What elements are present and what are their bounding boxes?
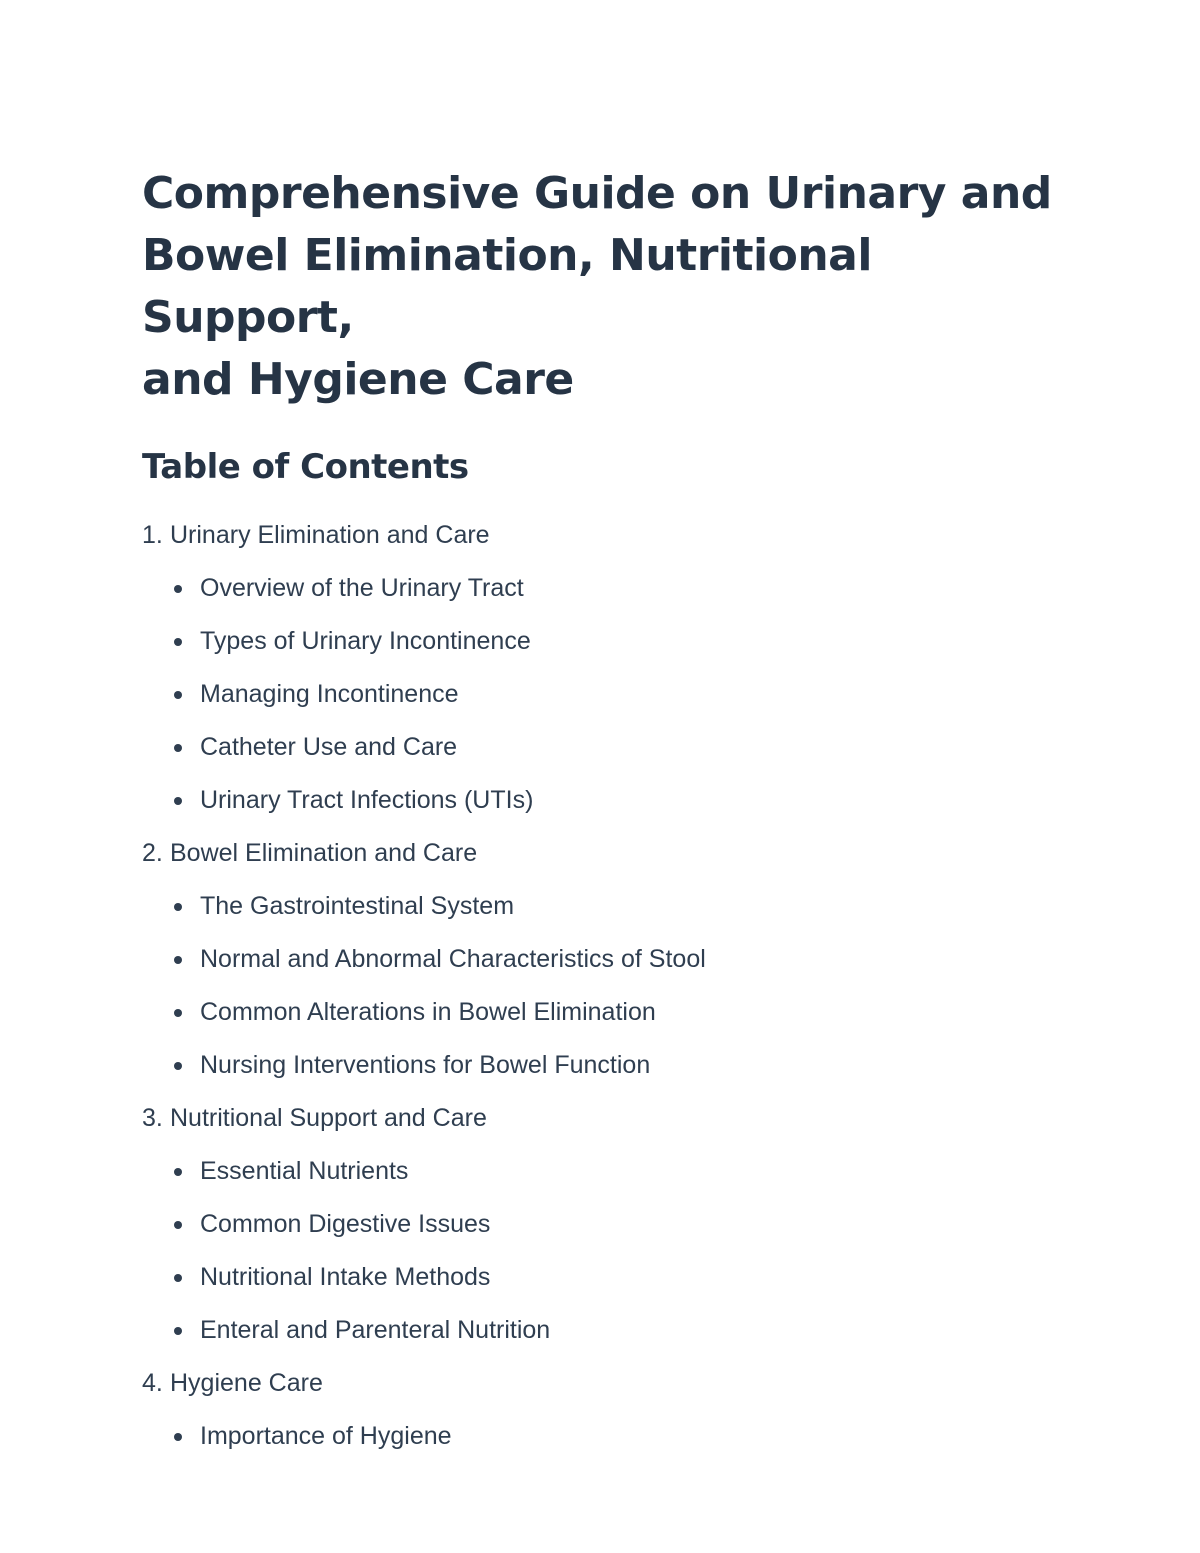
toc-section-title <box>142 1092 1062 1145</box>
toc-subsection-label: Normal and Abnormal Characteristics of Stool <box>200 945 706 973</box>
toc-section-number: 2. <box>142 839 163 867</box>
toc-subsection-label: Nursing Interventions for Bowel Function <box>200 1051 651 1079</box>
document-page <box>142 163 1062 1463</box>
bullet-icon <box>174 1168 182 1176</box>
toc-section-label: Nutritional Support and Care <box>170 1104 487 1132</box>
toc-subsection-list <box>142 1410 1062 1463</box>
toc-section-number: 4. <box>142 1369 163 1397</box>
toc-subsection-label: Essential Nutrients <box>200 1157 409 1185</box>
toc-section-label: Urinary Elimination and Care <box>170 521 490 549</box>
toc-section-title <box>142 827 1062 880</box>
toc-subsection-item <box>172 986 1062 1039</box>
toc-subsection-item <box>172 721 1062 774</box>
toc-subsection-item <box>172 1145 1062 1198</box>
bullet-icon <box>174 1062 182 1070</box>
toc-subsection-list <box>142 880 1062 1092</box>
toc-subsection-label: Common Alterations in Bowel Elimination <box>200 998 656 1026</box>
toc-section-3 <box>142 1092 1062 1357</box>
toc-subsection-item <box>172 1304 1062 1357</box>
toc-section-label: Bowel Elimination and Care <box>170 839 478 867</box>
toc-subsection-label: Nutritional Intake Methods <box>200 1263 491 1291</box>
document-title-line-2: Bowel Elimination, Nutritional Support, <box>142 230 872 343</box>
toc-subsection-item <box>172 933 1062 986</box>
toc-subsection-label: Importance of Hygiene <box>200 1422 452 1450</box>
toc-section-label: Hygiene Care <box>170 1369 323 1397</box>
toc-subsection-item <box>172 880 1062 933</box>
toc-section-title <box>142 1357 1062 1410</box>
toc-subsection-label: Types of Urinary Incontinence <box>200 627 531 655</box>
toc-subsection-label: Catheter Use and Care <box>200 733 458 761</box>
toc-subsection-item <box>172 1410 1062 1463</box>
toc-subsection-item <box>172 774 1062 827</box>
toc-subsection-item <box>172 615 1062 668</box>
toc-subsection-list <box>142 1145 1062 1357</box>
bullet-icon <box>174 1009 182 1017</box>
toc-section-2 <box>142 827 1062 1092</box>
bullet-icon <box>174 1221 182 1229</box>
toc-subsection-item <box>172 1251 1062 1304</box>
bullet-icon <box>174 1274 182 1282</box>
toc-subsection-list <box>142 562 1062 827</box>
toc-subsection-label: Enteral and Parenteral Nutrition <box>200 1316 551 1344</box>
toc-subsection-item <box>172 1039 1062 1092</box>
toc-heading: Table of Contents <box>142 447 469 487</box>
document-title-line-1: Comprehensive Guide on Urinary and <box>142 168 1052 219</box>
toc-subsection-item <box>172 668 1062 721</box>
document-title-line-3: and Hygiene Care <box>142 354 574 405</box>
bullet-icon <box>174 797 182 805</box>
toc-subsection-label: The Gastrointestinal System <box>200 892 515 920</box>
bullet-icon <box>174 956 182 964</box>
document-title <box>142 163 1062 411</box>
toc-subsection-label: Overview of the Urinary Tract <box>200 574 524 602</box>
toc-section-1 <box>142 509 1062 827</box>
toc-subsection-item <box>172 562 1062 615</box>
bullet-icon <box>174 638 182 646</box>
bullet-icon <box>174 585 182 593</box>
bullet-icon <box>174 1433 182 1441</box>
toc-subsection-item <box>172 1198 1062 1251</box>
toc-section-title <box>142 509 1062 562</box>
toc-subsection-label: Managing Incontinence <box>200 680 459 708</box>
toc-section-number: 1. <box>142 521 163 549</box>
toc-subsection-label: Common Digestive Issues <box>200 1210 491 1238</box>
toc-section-number: 3. <box>142 1104 163 1132</box>
bullet-icon <box>174 744 182 752</box>
bullet-icon <box>174 1327 182 1335</box>
toc-subsection-label: Urinary Tract Infections (UTIs) <box>200 786 534 814</box>
toc-section-4 <box>142 1357 1062 1463</box>
bullet-icon <box>174 691 182 699</box>
bullet-icon <box>174 903 182 911</box>
table-of-contents <box>142 509 1062 1463</box>
